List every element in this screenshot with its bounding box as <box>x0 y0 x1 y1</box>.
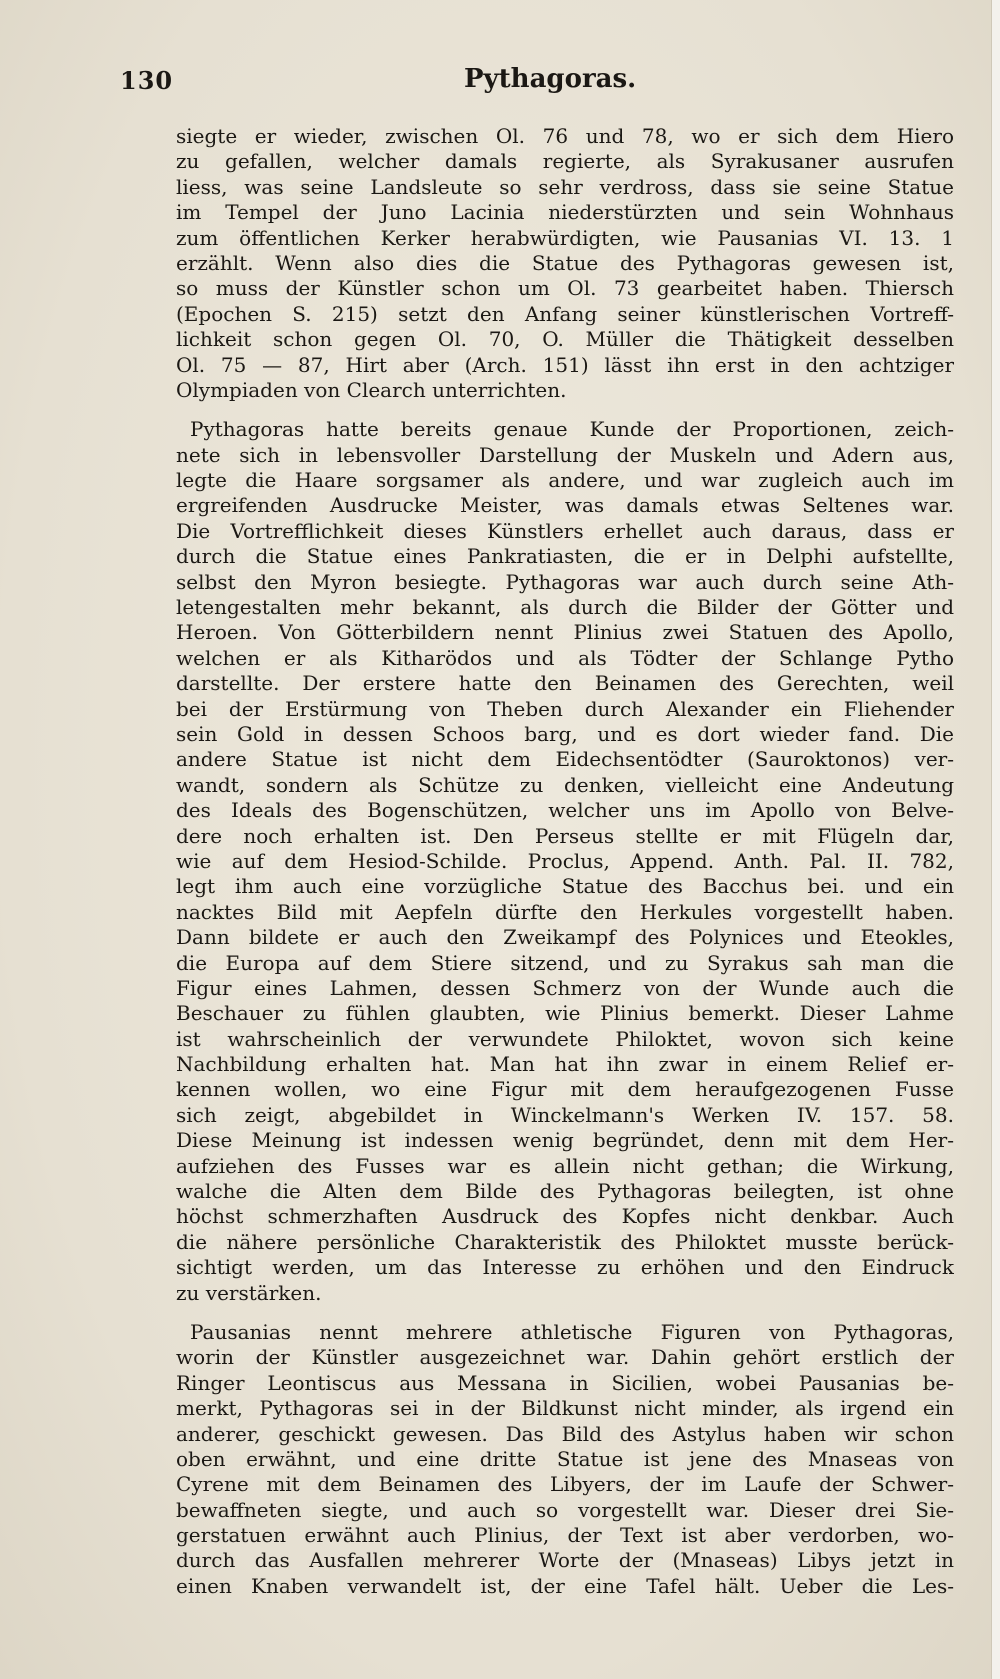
text-line: dere noch erhalten ist. Den Perseus stellte er mit Flügeln dar, <box>176 823 954 848</box>
text-line: kennen wollen, wo eine Figur mit dem heraufgezogenen Fusse <box>176 1077 954 1102</box>
text-line: walche die Alten dem Bilde des Pythagoras beilegten, ist ohne <box>176 1179 954 1204</box>
text-line: sichtigt werden, um das Interesse zu erhöhen und den Eindruck <box>176 1255 954 1280</box>
body-text <box>176 124 954 1599</box>
text-line: andere Statue ist nicht dem Eidechsentödter (Sauroktonos) ver- <box>176 747 954 772</box>
text-line: zum öffentlichen Kerker herabwürdigten, wie Pausanias VI. 13. 1 <box>176 225 954 250</box>
running-title: Pythagoras. <box>464 64 637 94</box>
text-line: sich zeigt, abgebildet in Winckelmann's Werken IV. 157. 58. <box>176 1102 954 1127</box>
text-line: einen Knaben verwandelt ist, der eine Tafel hält. Ueber die Les- <box>176 1573 954 1598</box>
text-line: Die Vortrefflichkeit dieses Künstlers erhellet auch daraus, dass er <box>176 518 954 543</box>
text-line: worin der Künstler ausgezeichnet war. Dahin gehört erstlich der <box>176 1345 954 1370</box>
text-line: Ringer Leontiscus aus Messana in Sicilien, wobei Pausanias be- <box>176 1370 954 1395</box>
text-line: Cyrene mit dem Beinamen des Libyers, der im Laufe der Schwer- <box>176 1472 954 1497</box>
text-line: so muss der Künstler schon um Ol. 73 gearbeitet haben. Thiersch <box>176 276 954 301</box>
text-line: höchst schmerzhaften Ausdruck des Kopfes nicht denkbar. Auch <box>176 1204 954 1229</box>
text-line: Heroen. Von Götterbildern nennt Plinius zwei Statuen des Apollo, <box>176 620 954 645</box>
page-number: 130 <box>120 66 174 95</box>
text-line: Pythagoras hatte bereits genaue Kunde der Proportionen, zeich- <box>190 417 954 442</box>
text-line: nete sich in lebensvoller Darstellung der Muskeln und Adern aus, <box>176 442 954 467</box>
running-head <box>0 62 1000 102</box>
text-line: (Epochen S. 215) setzt den Anfang seiner künstlerischen Vortreff- <box>176 301 954 326</box>
text-line: selbst den Myron besiegte. Pythagoras war auch durch seine Ath- <box>176 569 954 594</box>
text-line: Olympiaden von Clearch unterrichten. <box>176 377 567 402</box>
text-line: im Tempel der Juno Lacinia niederstürzten und sein Wohnhaus <box>176 200 954 225</box>
text-line: Figur eines Lahmen, dessen Schmerz von der Wunde auch die <box>176 975 954 1000</box>
text-line: legte die Haare sorgsamer als andere, und war zugleich auch im <box>176 468 954 493</box>
text-line: siegte er wieder, zwischen Ol. 76 und 78, wo er sich dem Hiero <box>176 124 954 148</box>
text-line: oben erwähnt, und eine dritte Statue ist jene des Mnaseas von <box>176 1446 954 1471</box>
text-line: ist wahrscheinlich der verwundete Philoktet, wovon sich keine <box>176 1026 954 1051</box>
text-line: erzählt. Wenn also dies die Statue des Pythagoras gewesen ist, <box>176 250 954 275</box>
text-line: Ol. 75 — 87, Hirt aber (Arch. 151) lässt ihn erst in den achtziger <box>176 352 954 377</box>
paragraph <box>176 1320 954 1599</box>
text-line: anderer, geschickt gewesen. Das Bild des Astylus haben wir schon <box>176 1421 954 1446</box>
text-line: gerstatuen erwähnt auch Plinius, der Text ist aber verdorben, wo- <box>176 1523 954 1548</box>
text-line: letengestalten mehr bekannt, als durch die Bilder der Götter und <box>176 595 954 620</box>
text-line: bewaffneten siegte, und auch so vorgestellt war. Dieser drei Sie- <box>176 1497 954 1522</box>
text-line: Nachbildung erhalten hat. Man hat ihn zwar in einem Relief er- <box>176 1052 954 1077</box>
paragraph <box>176 124 954 403</box>
text-line: merkt, Pythagoras sei in der Bildkunst nicht minder, als irgend ein <box>176 1396 954 1421</box>
text-line: bei der Erstürmung von Theben durch Alexander ein Fliehender <box>176 696 954 721</box>
text-line: zu verstärken. <box>176 1280 322 1305</box>
text-line: welchen er als Kitharödos und als Tödter der Schlange Pytho <box>176 645 954 670</box>
text-line: wandt, sondern als Schütze zu denken, vielleicht eine Andeutung <box>176 772 954 797</box>
text-line: die nähere persönliche Charakteristik des Philoktet musste berück- <box>176 1229 954 1254</box>
text-line: sein Gold in dessen Schoos barg, und es dort wieder fand. Die <box>176 721 954 746</box>
text-line: zu gefallen, welcher damals regierte, als Syrakusaner ausrufen <box>176 149 954 174</box>
text-line: die Europa auf dem Stiere sitzend, und zu Syrakus sah man die <box>176 950 954 975</box>
text-line: legt ihm auch eine vorzügliche Statue des Bacchus bei. und ein <box>176 874 954 899</box>
text-line: lichkeit schon gegen Ol. 70, O. Müller die Thätigkeit desselben <box>176 327 954 352</box>
text-line: liess, was seine Landsleute so sehr verdross, dass sie seine Statue <box>176 174 954 199</box>
text-line: Diese Meinung ist indessen wenig begründet, denn mit dem Her- <box>176 1128 954 1153</box>
text-line: durch das Ausfallen mehrerer Worte der (Mnaseas) Libys jetzt in <box>176 1548 954 1573</box>
text-line: darstellte. Der erstere hatte den Beinamen des Gerechten, weil <box>176 671 954 696</box>
text-line: Pausanias nennt mehrere athletische Figuren von Pythagoras, <box>190 1319 954 1344</box>
text-line: aufziehen des Fusses war es allein nicht gethan; die Wirkung, <box>176 1153 954 1178</box>
paragraph <box>176 417 954 1306</box>
text-line: durch die Statue eines Pankratiasten, die er in Delphi aufstellte, <box>176 544 954 569</box>
text-line: nacktes Bild mit Aepfeln dürfte den Herkules vorgestellt haben. <box>176 899 954 924</box>
text-line: wie auf dem Hesiod-Schilde. Proclus, Append. Anth. Pal. II. 782, <box>176 848 954 873</box>
page-edge <box>991 0 1000 1679</box>
text-line: ergreifenden Ausdrucke Meister, was damals etwas Seltenes war. <box>176 493 954 518</box>
text-line: Beschauer zu fühlen glaubten, wie Plinius bemerkt. Dieser Lahme <box>176 1001 954 1026</box>
text-line: des Ideals des Bogenschützen, welcher uns im Apollo von Belve- <box>176 798 954 823</box>
text-line: Dann bildete er auch den Zweikampf des Polynices und Eteokles, <box>176 925 954 950</box>
